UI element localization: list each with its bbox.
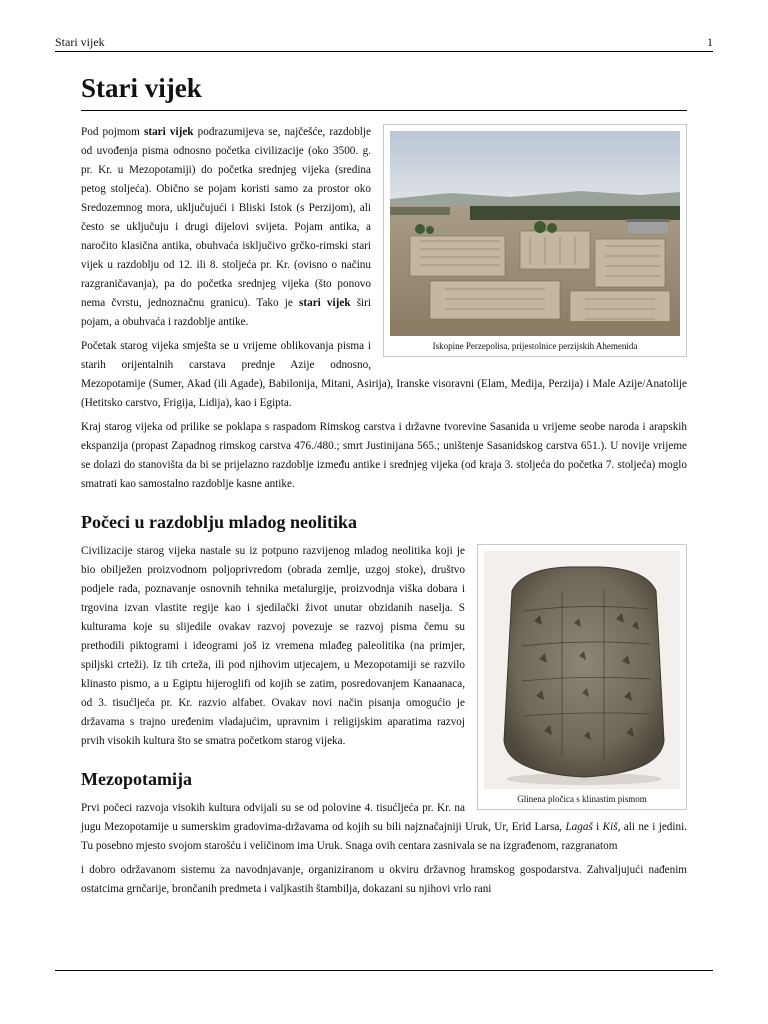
page-number: 1 (707, 35, 713, 49)
figure-clay-tablet (477, 544, 687, 810)
paragraph: Prvi počeci razvoja visokih kultura odvijali su se od polovine 4. tisućljeća pr. Kr. na jugu Mezopotamije u sumerskim gradovima-državama od kojih su bili najznačajniji Uruk, Ur, Erid Larsa, Lagaš i Kiš, ali ne i jedini. Tu posebno mjesto svojom starošću i veličinom ima Uruk. Snaga ovih centara zasnivala se na izgrađenom, razgranatom (81, 802, 688, 852)
running-header (55, 35, 713, 52)
clay-tablet-image (484, 551, 680, 789)
article-body (81, 70, 687, 904)
intro-paragraph: Pod pojmom stari vijek podrazumijeva se, najčešće, razdoblje od uvođenja pisma odnosno početka civilizacije (oko 3500. g. pr. Kr. u Mezopotamiji) do početka srednjeg vijeka (sredina petog stoljeća). Obično se pojam koristi samo za prostor oko Sredozemnog mora, uključujući i Bliski Istok (s Perzijom), ali često se uključuju i drugi dijelovi svijeta. Pojam antika, a naročito klasična antika, obuhvaća isključivo grčko-rimski stari vijek u razdoblju od 12. ili 8. stoljeća pr. Kr. (ovisno o načinu razgraničavanja), pa do početka srednjeg vijeka (što ponovo nema čvrstu, jednoznačnu granicu). Tako je stari vijek širi pojam, a obuhvaća i razdoblje antike. (81, 126, 372, 328)
section-heading: Počeci u razdoblju mladog neolitika (81, 512, 357, 532)
figure-caption: Glinena pločica s klinastim pismom (517, 794, 647, 804)
figure-caption: Iskopine Perzepolisa, prijestolnice perzijskih Ahemenida (432, 341, 638, 351)
persepolis-ruins-image (390, 131, 680, 336)
page-title: Stari vijek (81, 70, 687, 111)
figure-persepolis (383, 124, 687, 357)
paragraph: Početak starog vijeka smješta se u vrijeme oblikovanja pisma i starih orijentalnih carstava prednje Azije odnosno, Mezopotamije (Sumer, Akad (ili Agade), Babilonija, Mitani, Asirija), Iranske visoravni (Elam, Medija, Perzija) i Male Azije/Anatolije (Hetitsko carstvo, Frigija, Lidija), kao i Egipta. (81, 340, 687, 409)
bold-term: stari vijek (299, 297, 351, 309)
footer-rule (55, 970, 713, 971)
bold-term: stari vijek (144, 126, 194, 138)
paragraph: Kraj starog vijeka od prilike se poklapa s raspadom Rimskog carstva i državne tvorevine Sasanida u vrijeme seobe naroda i arapskih ekspanzija (propast Zapadnog rimskog carstva 476./480.; smrt Justinijana 565.; uništenje Sasanidskog carstva 651.). U novije vrijeme se dolazi do stanovišta da bi se prijelazno razdoblje između antike i srednjeg vijeka (od kraja 3. stoljeća do početka 7. stoljeća) moglo smatrati kao samostalno razdoblje kasne antike. (81, 421, 687, 490)
section-heading: Mezopotamija (81, 769, 192, 789)
paragraph: i dobro održavanom sistemu za navodnjavanje, organiziranom u okviru državnog hramskog gospodarstva. Zahvaljujući nađenim ostatcima grnčarije, brončanih predmeta i valjkastih štambilja, dokazani su njihovi vrlo rani (81, 864, 687, 895)
italic-term: Lagaš (565, 821, 593, 833)
paragraph: Civilizacije starog vijeka nastale su iz potpuno razvijenog mladog neolitika koji je bio obilježen proizvodnom poljoprivredom (obrada zemlje, uzgoj stoke), društvo podjele rada, poznavanje osnovnih tehnika metalurgije, proizvodnja viška dobara i trgovina izvan vlastite regije kao i sjedilački život unutar obzidanih naselja. S kulturama koje su slijedile ovakav razvoj povezuje se razvoj pisma čemu su prethodili piktogrami i ideogrami još iz vremena mlađeg paleolitika (na primjer, spiljski crteži). Iz tih crteža, ili pod njihovim utjecajem, u Mezopotamiji se razvilo klinasto pismo, a u Egiptu hijeroglifi od kojih se zatim, posredovanjem Kanaanaca, od 3. tisućljeća pr. Kr. razvio alfabet. Ovakav novi način pisanja omogućio je državama s trajno uređenim vladajućim, upravnim i religijskim aparatima razvoj prvih visokih kultura što se smatra početkom starog vijeka. (81, 545, 465, 747)
running-header-title: Stari vijek (55, 35, 105, 49)
italic-term: Kiš (602, 821, 618, 833)
